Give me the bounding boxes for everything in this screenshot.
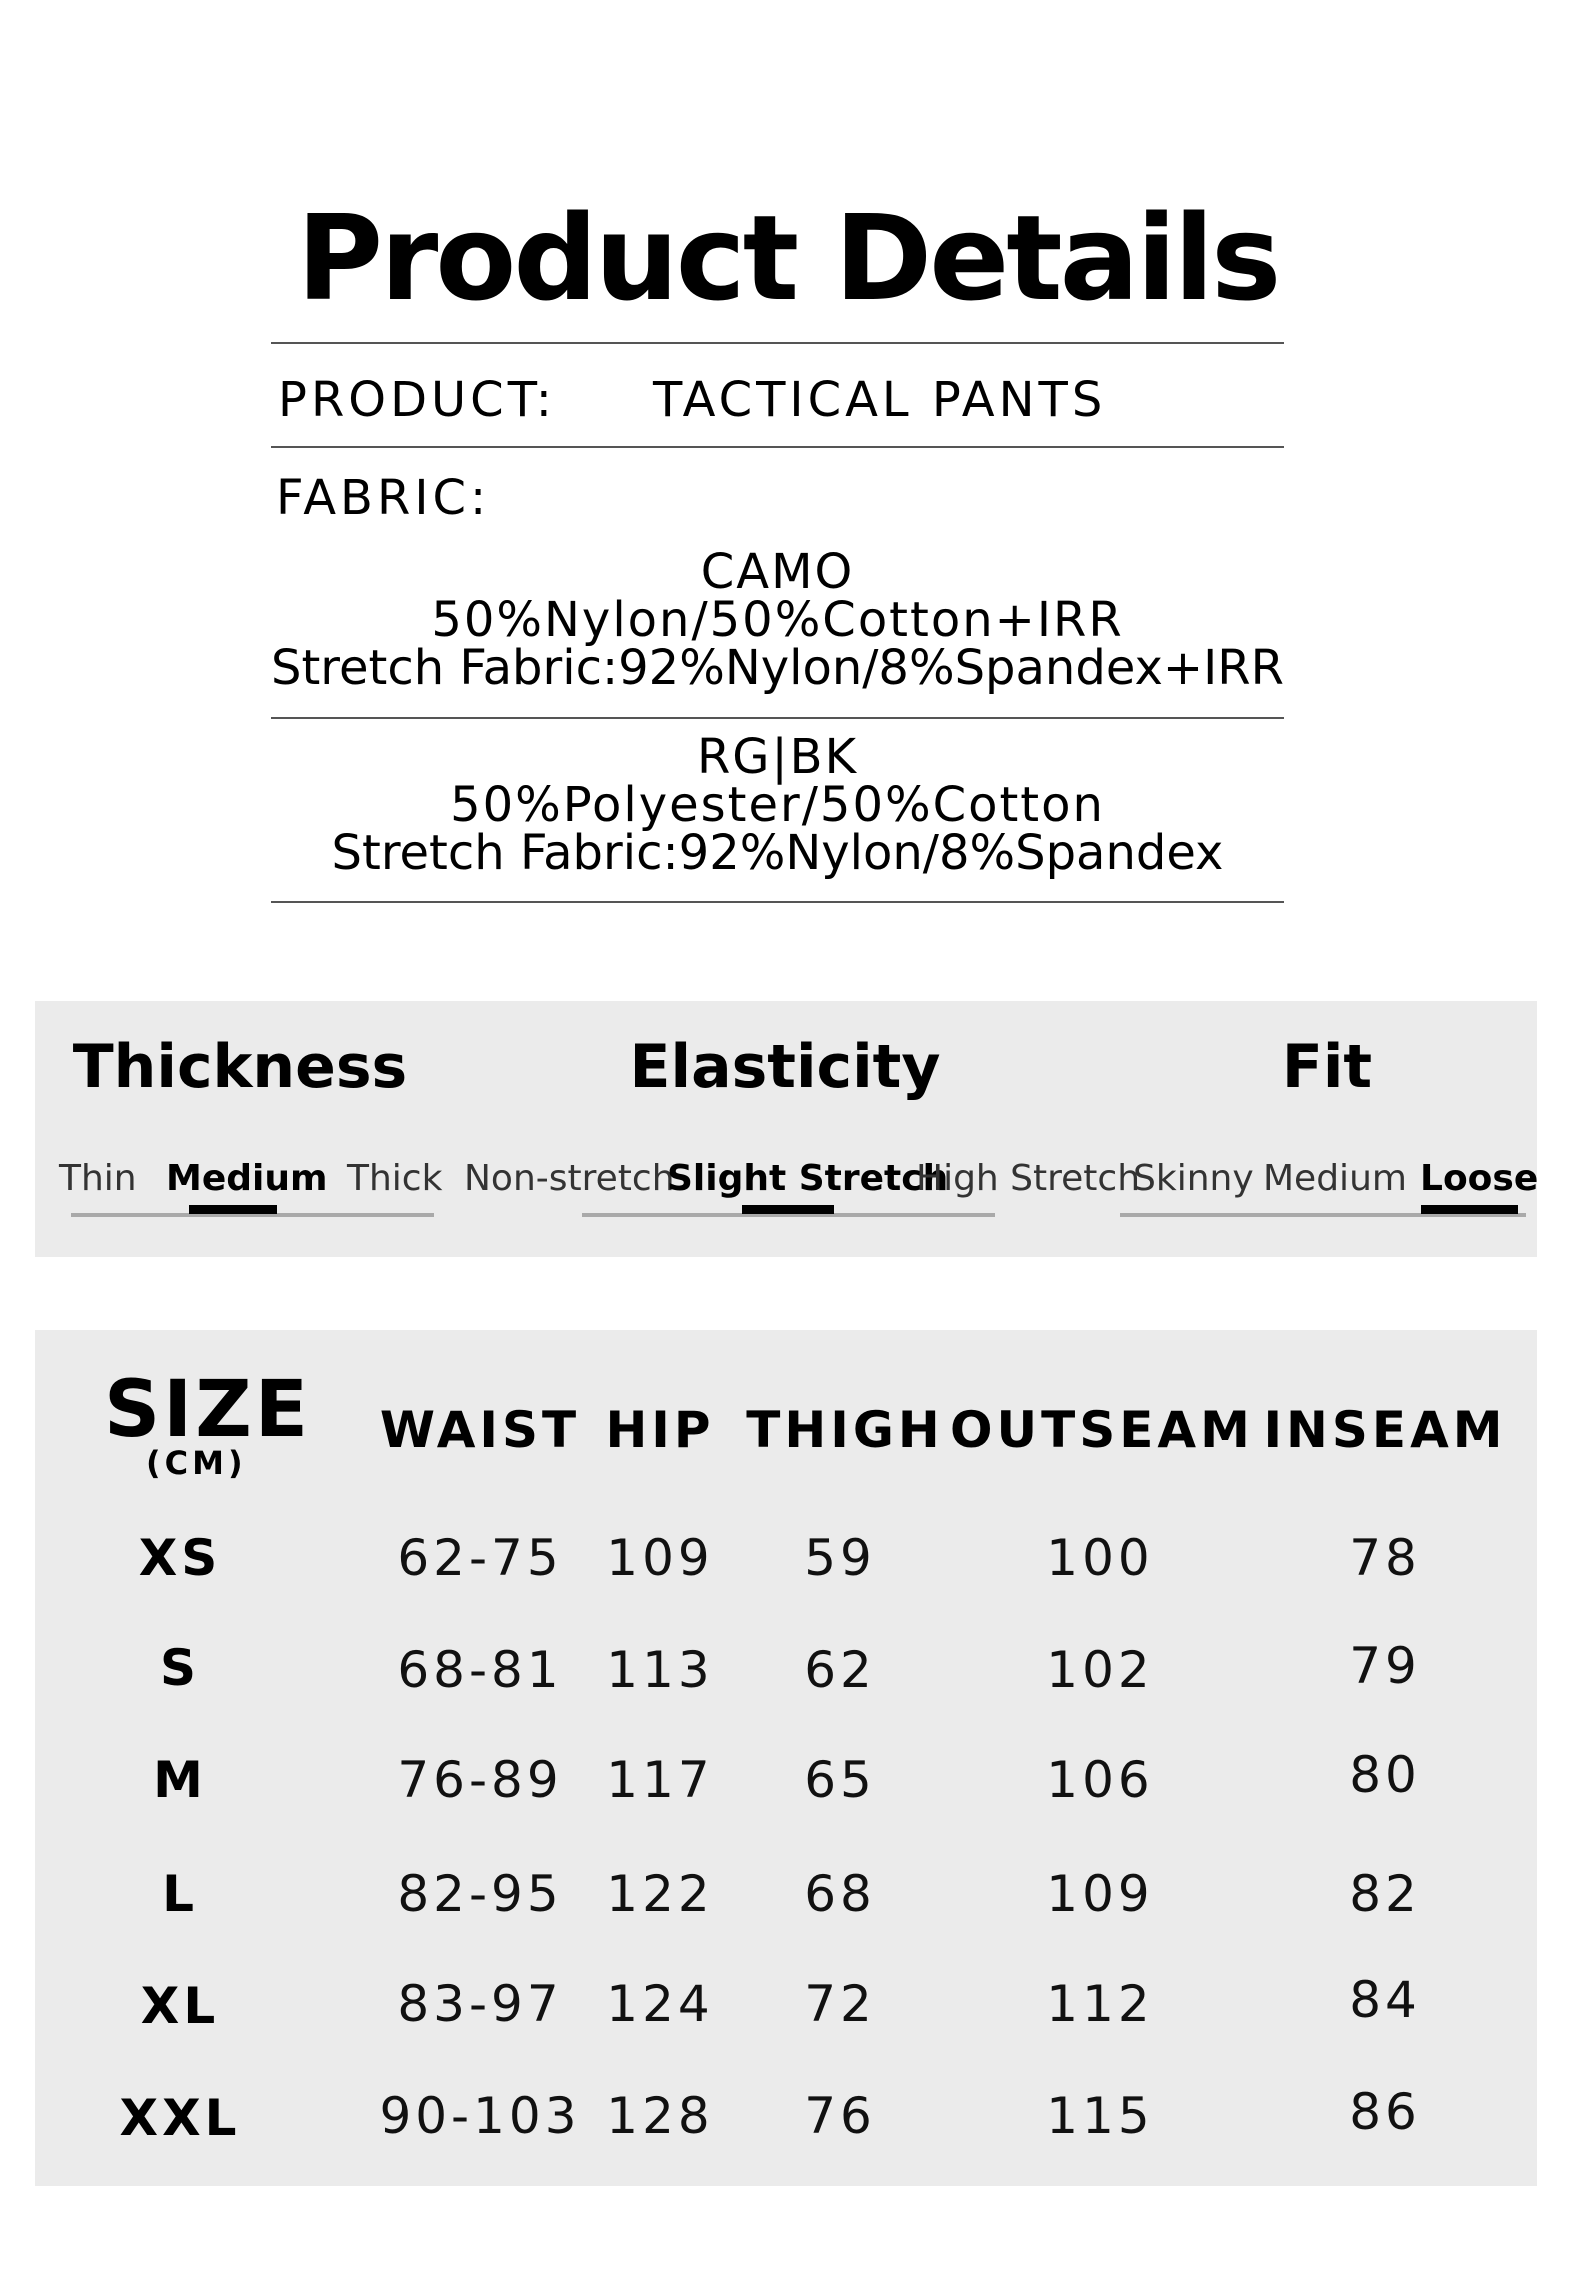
elasticity-title: Elasticity (629, 1032, 941, 1102)
divider (271, 901, 1284, 903)
column-header-waist: WAIST (379, 1401, 581, 1459)
thigh-cell: 59 (804, 1529, 876, 1587)
waist-cell: 82-95 (397, 1865, 563, 1923)
hip-cell: 124 (606, 1975, 714, 2033)
divider (271, 342, 1284, 344)
outseam-cell: 109 (1046, 1865, 1154, 1923)
hip-cell: 128 (606, 2087, 714, 2145)
inseam-cell: 79 (1349, 1637, 1421, 1695)
size-label: M (153, 1751, 207, 1809)
outseam-cell: 106 (1046, 1751, 1154, 1809)
waist-cell: 83-97 (397, 1975, 563, 2033)
elasticity-scale-marker (742, 1205, 834, 1214)
thickness-scale-marker (189, 1205, 277, 1214)
hip-cell: 117 (606, 1751, 714, 1809)
thigh-cell: 76 (804, 2087, 876, 2145)
fabric-variant-stretch: Stretch Fabric:92%Nylon/8%Spandex (331, 825, 1224, 881)
product-value: TACTICAL PANTS (653, 372, 1107, 428)
thickness-option-thin: Thin (59, 1158, 137, 1199)
hip-cell: 122 (606, 1865, 714, 1923)
outseam-cell: 112 (1046, 1975, 1154, 2033)
size-label: XS (138, 1529, 222, 1587)
size-label: XL (140, 1977, 220, 2035)
outseam-cell: 102 (1046, 1641, 1154, 1699)
thigh-cell: 62 (804, 1641, 876, 1699)
inseam-cell: 84 (1349, 1971, 1421, 2029)
fit-scale-marker (1421, 1205, 1518, 1214)
fabric-variant-main: 50%Polyester/50%Cotton (450, 777, 1105, 833)
fit-title: Fit (1281, 1032, 1373, 1102)
inseam-cell: 82 (1349, 1865, 1421, 1923)
hip-cell: 113 (606, 1641, 714, 1699)
thigh-cell: 72 (804, 1975, 876, 2033)
fit-option-medium: Medium (1263, 1158, 1407, 1199)
fit-option-loose: Loose (1420, 1158, 1539, 1199)
waist-cell: 62-75 (397, 1529, 563, 1587)
divider (271, 446, 1284, 448)
size-label: XXL (119, 2089, 241, 2147)
inseam-cell: 86 (1349, 2083, 1421, 2141)
divider (271, 717, 1284, 719)
fabric-label: FABRIC: (276, 470, 491, 526)
fabric-variant-name: RG|BK (696, 729, 859, 785)
elasticity-option-slight-stretch: Slight Stretch (667, 1158, 949, 1199)
column-header-thigh: THIGH (746, 1401, 944, 1459)
elasticity-option-non-stretch: Non-stretch (464, 1158, 675, 1199)
fabric-variant-name: CAMO (700, 544, 855, 600)
fabric-variant-main: 50%Nylon/50%Cotton+IRR (431, 592, 1124, 648)
thickness-option-medium: Medium (166, 1158, 328, 1199)
fabric-variant-rgbk (271, 729, 1284, 881)
outseam-cell: 115 (1046, 2087, 1154, 2145)
elasticity-option-high-stretch: High Stretch (916, 1158, 1141, 1199)
page-title: Product Details (296, 189, 1279, 327)
hip-cell: 109 (606, 1529, 714, 1587)
fit-option-skinny: Skinny (1133, 1158, 1254, 1199)
fabric-variant-stretch: Stretch Fabric:92%Nylon/8%Spandex+IRR (271, 640, 1284, 696)
product-label: PRODUCT: (278, 372, 556, 428)
fabric-variant-camo (271, 544, 1284, 696)
column-header-hip: HIP (605, 1401, 715, 1459)
waist-cell: 68-81 (397, 1641, 563, 1699)
size-header: SIZE (104, 1365, 312, 1455)
size-label: S (159, 1639, 200, 1697)
thigh-cell: 65 (804, 1751, 876, 1809)
thickness-option-thick: Thick (347, 1158, 443, 1199)
thigh-cell: 68 (804, 1865, 876, 1923)
outseam-cell: 100 (1046, 1529, 1154, 1587)
column-header-outseam: OUTSEAM (950, 1401, 1254, 1459)
inseam-cell: 78 (1349, 1529, 1421, 1587)
thickness-title: Thickness (72, 1032, 408, 1102)
inseam-cell: 80 (1349, 1746, 1421, 1804)
waist-cell: 76-89 (397, 1751, 563, 1809)
size-unit: (CM) (146, 1444, 247, 1482)
waist-cell: 90-103 (379, 2087, 581, 2145)
size-label: L (162, 1865, 198, 1923)
column-header-inseam: INSEAM (1263, 1401, 1507, 1459)
